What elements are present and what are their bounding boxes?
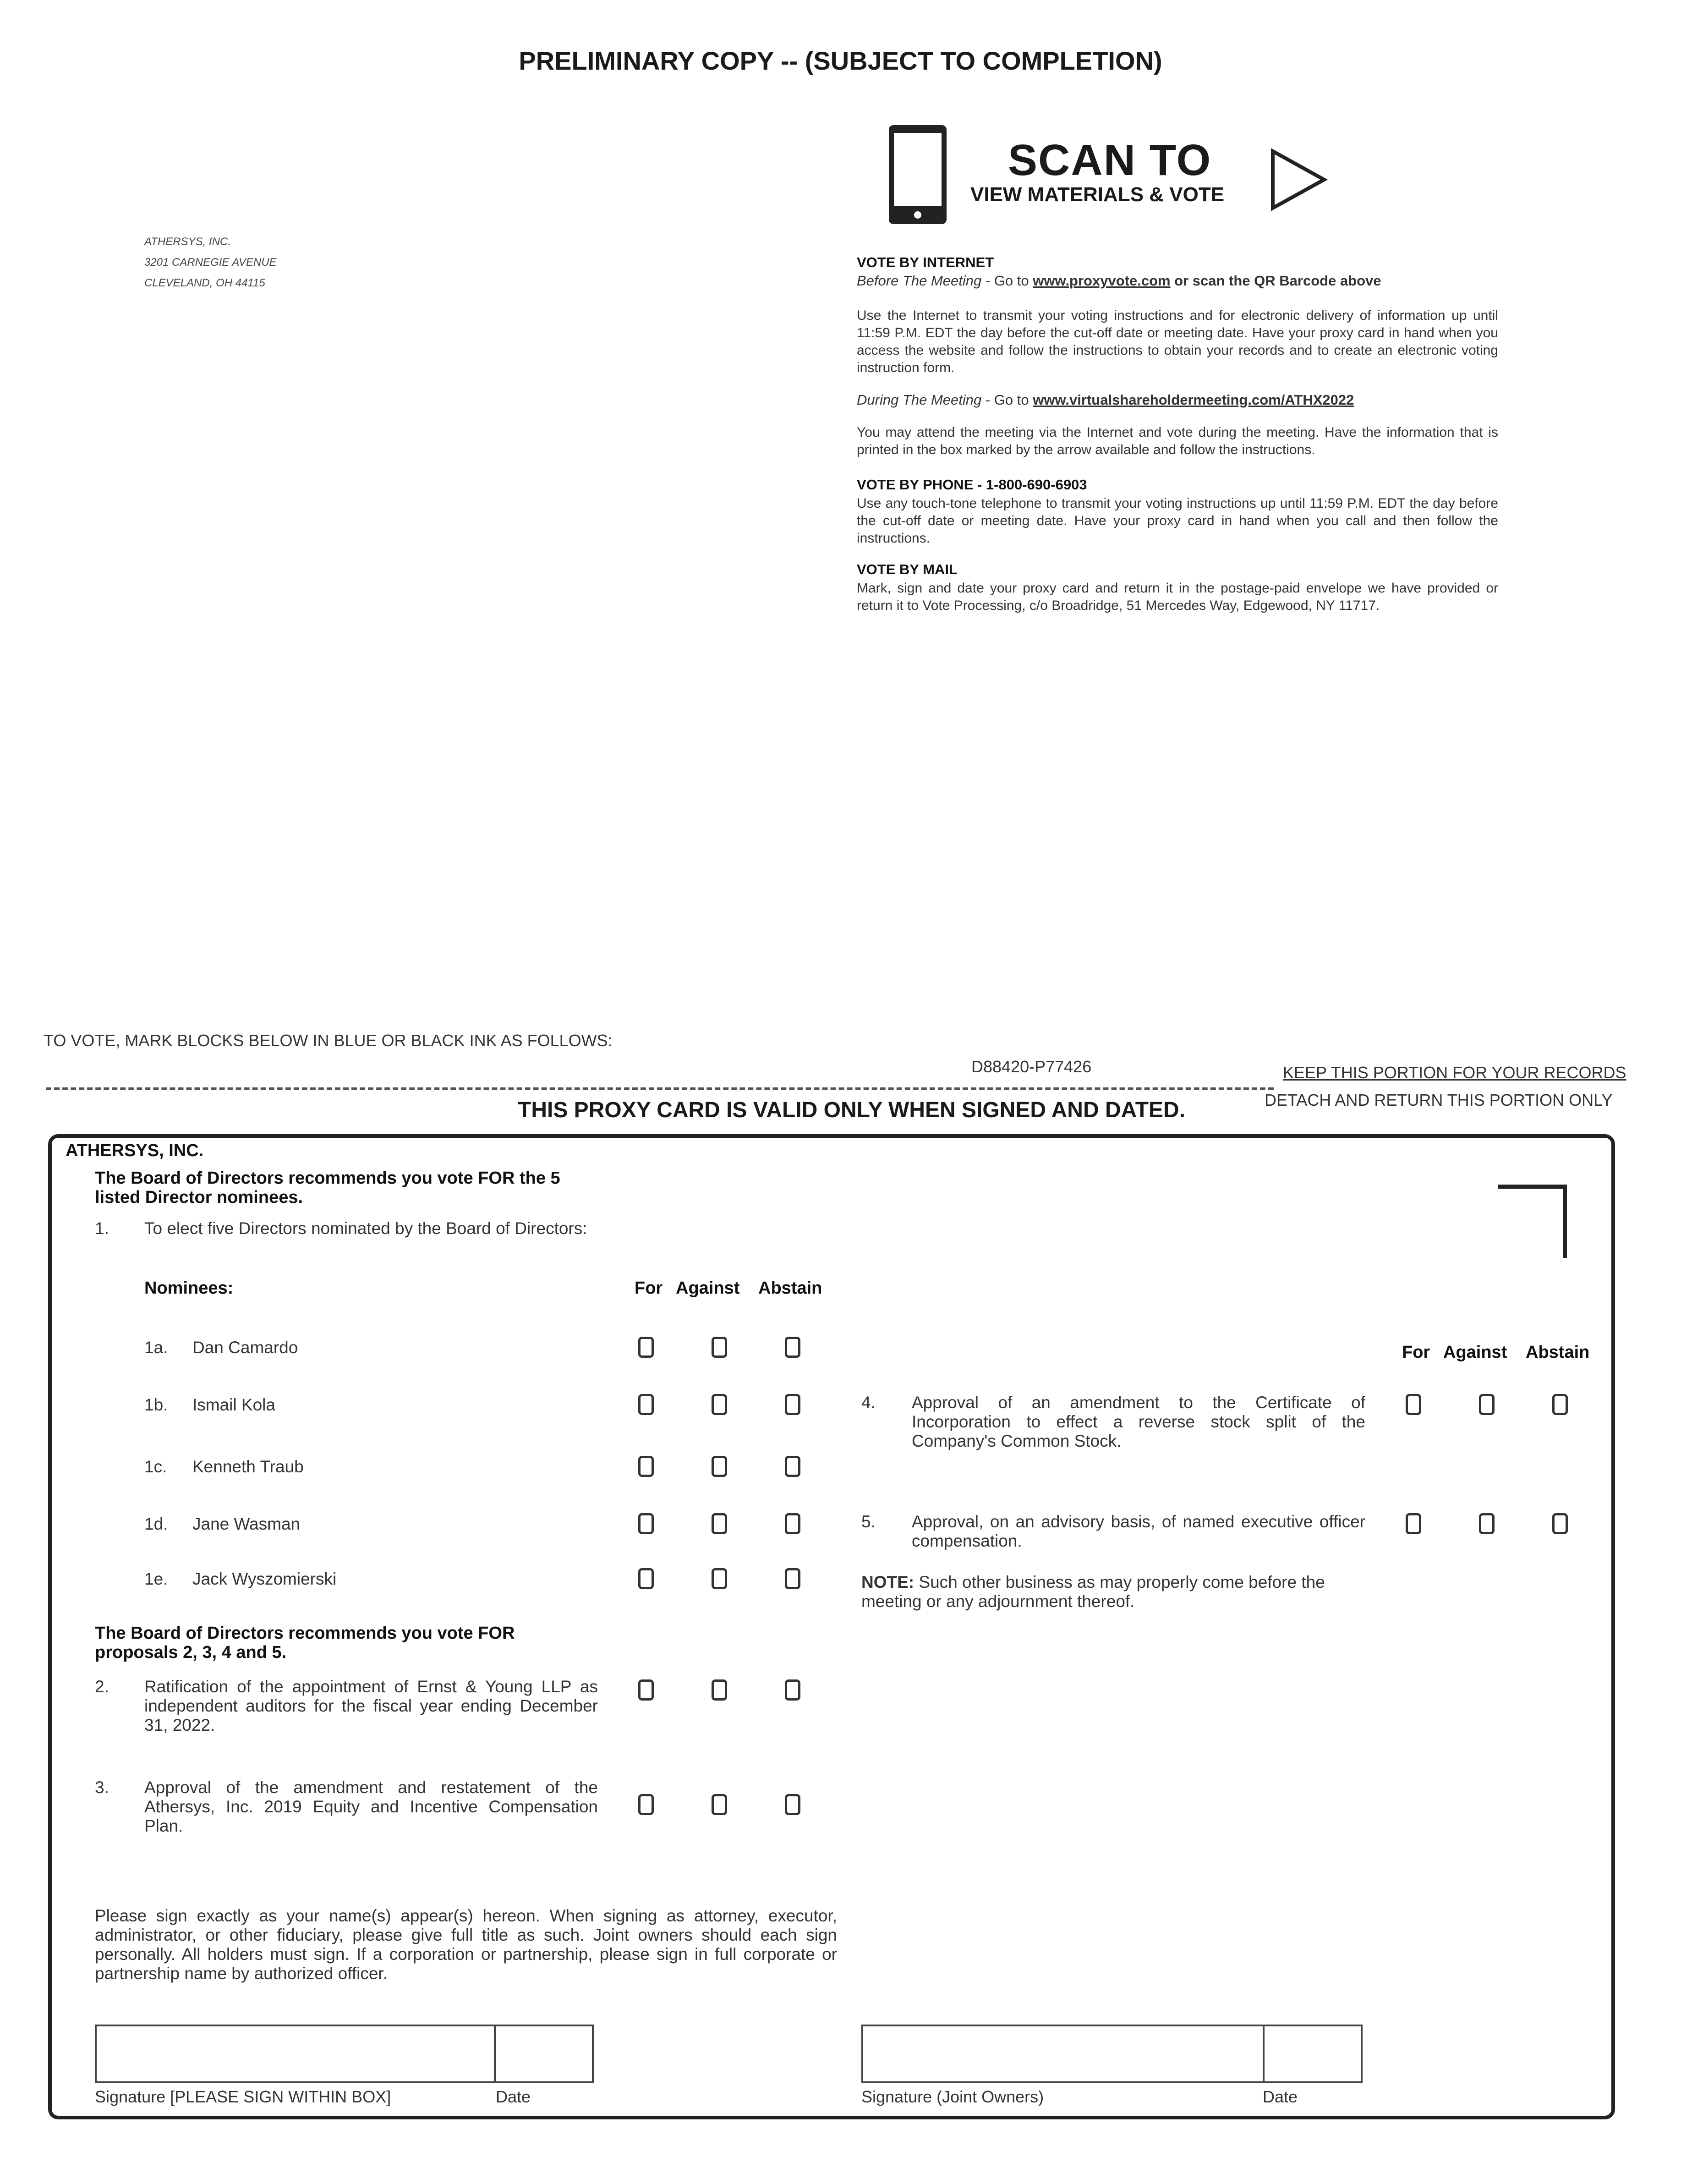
checkbox-2-for[interactable] — [638, 1679, 654, 1701]
attend-instructions: You may attend the meeting via the Internet and vote during the meeting. Have the information that is printed in the box marked by the arrow available and follow the instructions. — [857, 425, 1498, 457]
column-abstain: Abstain — [758, 1279, 822, 1298]
nominee-number: 1a. — [144, 1338, 168, 1357]
vote-internet-heading: VOTE BY INTERNET — [857, 254, 994, 270]
item4-text: Approval of an amendment to the Certificate of Incorporation to effect a reverse stock split of the Company's Common Stock. — [912, 1393, 1365, 1450]
vote-internet-during — [857, 392, 1354, 408]
nominee-number: 1c. — [144, 1457, 167, 1476]
signature-box[interactable] — [95, 2025, 496, 2083]
checkbox-1e-for[interactable] — [638, 1568, 654, 1589]
note-label: NOTE: — [861, 1573, 914, 1591]
detach-portion-label: DETACH AND RETURN THIS PORTION ONLY — [1265, 1091, 1613, 1109]
checkbox-1c-against[interactable] — [712, 1456, 727, 1477]
checkbox-2-against[interactable] — [712, 1679, 727, 1701]
go-to-text: - Go to — [981, 273, 1033, 289]
item-number: 4. — [861, 1393, 876, 1412]
column-abstain-right: Abstain — [1526, 1343, 1590, 1362]
nominee-name: Jack Wyszomierski — [192, 1569, 337, 1588]
checkbox-1c-abstain[interactable] — [785, 1456, 800, 1477]
nominee-name: Kenneth Traub — [192, 1457, 304, 1476]
column-for: For — [635, 1279, 663, 1298]
item1-text: To elect five Directors nominated by the Board of Directors: — [144, 1219, 587, 1238]
proxyvote-link[interactable]: www.proxyvote.com — [1033, 273, 1171, 289]
checkbox-1d-against[interactable] — [712, 1513, 727, 1534]
checkbox-5-against[interactable] — [1479, 1513, 1495, 1534]
detach-line — [46, 1087, 1274, 1090]
play-arrow-icon — [1269, 148, 1329, 212]
item3-text: Approval of the amendment and restatement of the Athersys, Inc. 2019 Equity and Incentive Compensation Plan. — [144, 1778, 598, 1835]
address-line: CLEVELAND, OH 44115 — [144, 277, 265, 289]
smartphone-icon — [887, 123, 949, 226]
column-against: Against — [676, 1279, 740, 1298]
checkbox-2-abstain[interactable] — [785, 1679, 800, 1701]
nominee-number: 1d. — [144, 1515, 168, 1533]
nominee-name: Dan Camardo — [192, 1338, 298, 1357]
joint-date-label: Date — [1263, 2087, 1298, 2106]
checkbox-1d-for[interactable] — [638, 1513, 654, 1534]
checkbox-1a-abstain[interactable] — [785, 1337, 800, 1358]
checkbox-3-against[interactable] — [712, 1794, 727, 1815]
address-line: 3201 CARNEGIE AVENUE — [144, 256, 277, 269]
nominees-label: Nominees: — [144, 1279, 234, 1298]
virtual-meeting-link[interactable]: www.virtualshareholdermeeting.com/ATHX2022 — [1033, 392, 1354, 408]
checkbox-1a-for[interactable] — [638, 1337, 654, 1358]
sign-instructions: Please sign exactly as your name(s) appear(s) hereon. When signing as attorney, executor, administrator, or other fiduciary, please give full title as such. Joint owners should each sign personally. All holders must sign. If a corporation or partnership, please sign in full corporate or partnership name by authorized officer. — [95, 1906, 837, 1983]
vote-mail-heading: VOTE BY MAIL — [857, 561, 958, 577]
scan-qr-text: or scan the QR Barcode above — [1170, 273, 1381, 289]
joint-signature-label: Signature (Joint Owners) — [861, 2087, 1044, 2106]
recommendation-proposals: The Board of Directors recommends you vote FOR proposals 2, 3, 4 and 5. — [95, 1624, 515, 1662]
address-line: ATHERSYS, INC. — [144, 236, 231, 248]
column-for-right: For — [1402, 1343, 1430, 1362]
validity-notice: THIS PROXY CARD IS VALID ONLY WHEN SIGNED AND DATED. — [518, 1098, 1186, 1122]
checkbox-1b-for[interactable] — [638, 1394, 654, 1415]
vote-internet-before — [857, 273, 1381, 289]
date-label: Date — [496, 2087, 531, 2106]
item-number: 5. — [861, 1512, 876, 1531]
checkbox-5-abstain[interactable] — [1552, 1513, 1568, 1534]
checkbox-1e-against[interactable] — [712, 1568, 727, 1589]
recommendation-directors: The Board of Directors recommends you vote FOR the 5 listed Director nominees. — [95, 1169, 560, 1207]
checkbox-1a-against[interactable] — [712, 1337, 727, 1358]
vote-phone-heading: VOTE BY PHONE - 1-800-690-6903 — [857, 477, 1087, 493]
checkbox-4-abstain[interactable] — [1552, 1394, 1568, 1415]
checkbox-5-for[interactable] — [1406, 1513, 1421, 1534]
checkbox-1b-abstain[interactable] — [785, 1394, 800, 1415]
page-title: PRELIMINARY COPY -- (SUBJECT TO COMPLETION) — [519, 46, 1162, 75]
note-text: Such other business as may properly come before the meeting or any adjournment thereof. — [861, 1573, 1325, 1611]
checkbox-1b-against[interactable] — [712, 1394, 727, 1415]
nominee-number: 1e. — [144, 1569, 168, 1588]
scan-subtitle: VIEW MATERIALS & VOTE — [970, 183, 1225, 206]
item-number: 1. — [95, 1219, 109, 1238]
during-meeting-label: During The Meeting — [857, 392, 982, 408]
control-code: D88420-P77426 — [971, 1057, 1092, 1076]
item-number: 2. — [95, 1677, 109, 1696]
checkbox-1d-abstain[interactable] — [785, 1513, 800, 1534]
checkbox-4-for[interactable] — [1406, 1394, 1421, 1415]
note — [861, 1573, 1365, 1611]
phone-instructions: Use any touch-tone telephone to transmit your voting instructions up until 11:59 P.M. EDT the day before the cut-off date or meeting date. Have your proxy card in hand when you call and then follow the instructions. — [857, 496, 1498, 546]
nominee-name: Ismail Kola — [192, 1395, 275, 1414]
joint-signature-box[interactable] — [861, 2025, 1265, 2083]
scan-title: SCAN TO — [1008, 136, 1212, 185]
nominee-name: Jane Wasman — [192, 1515, 301, 1533]
internet-instructions: Use the Internet to transmit your voting instructions and for electronic delivery of information up until 11:59 P.M. EDT the day before the cut-off date or meeting date. Have your proxy card in hand when you access the website and follow the instructions to obtain your records and to create an electronic voting instruction form. — [857, 308, 1498, 375]
corner-mark — [1498, 1185, 1567, 1258]
checkbox-4-against[interactable] — [1479, 1394, 1495, 1415]
item5-text: Approval, on an advisory basis, of named executive officer compensation. — [912, 1512, 1365, 1550]
checkbox-3-abstain[interactable] — [785, 1794, 800, 1815]
signature-label: Signature [PLEASE SIGN WITHIN BOX] — [95, 2087, 391, 2106]
joint-date-box[interactable] — [1263, 2025, 1363, 2083]
checkbox-3-for[interactable] — [638, 1794, 654, 1815]
item2-text: Ratification of the appointment of Ernst & Young LLP as independent auditors for the fiscal year ending December 31, 2022. — [144, 1677, 598, 1734]
checkbox-1c-for[interactable] — [638, 1456, 654, 1477]
nominee-number: 1b. — [144, 1395, 168, 1414]
go-to-text: - Go to — [981, 392, 1033, 408]
before-meeting-label: Before The Meeting — [857, 273, 982, 289]
keep-portion-label: KEEP THIS PORTION FOR YOUR RECORDS — [1283, 1063, 1626, 1082]
checkbox-1e-abstain[interactable] — [785, 1568, 800, 1589]
item-number: 3. — [95, 1778, 109, 1797]
date-box[interactable] — [494, 2025, 594, 2083]
mark-instructions: TO VOTE, MARK BLOCKS BELOW IN BLUE OR BLACK INK AS FOLLOWS: — [44, 1031, 613, 1050]
card-company: ATHERSYS, INC. — [66, 1141, 204, 1160]
return-address — [144, 231, 277, 293]
column-against-right: Against — [1443, 1343, 1507, 1362]
mail-instructions: Mark, sign and date your proxy card and return it in the postage-paid envelope we have provided or return it to Vote Processing, c/o Broadridge, 51 Mercedes Way, Edgewood, NY 11717. — [857, 581, 1498, 613]
